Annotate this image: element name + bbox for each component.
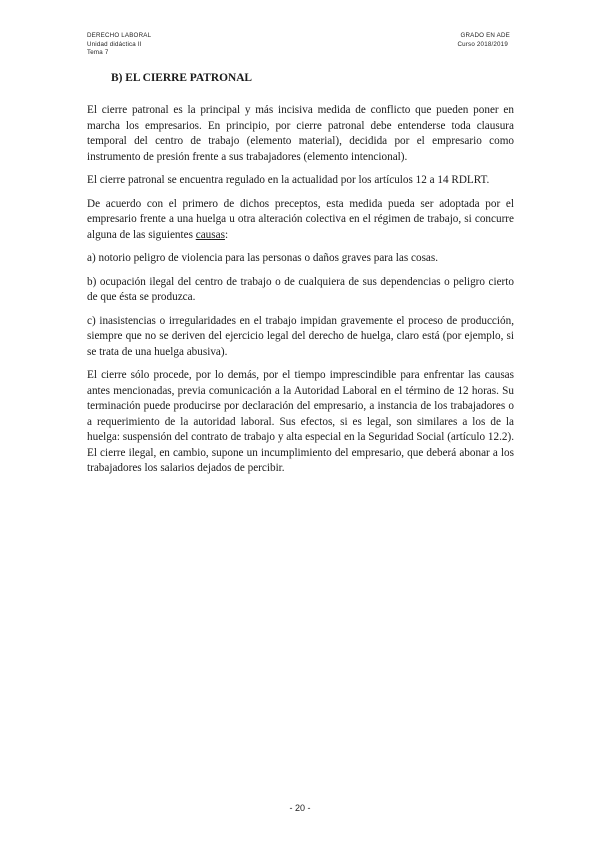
cause-item-c: c) inasistencias o irregularidades en el trabajo impidan gravemente el proceso de producción, siempre que no se deriven del ejercicio legal del derecho de huelga, claro está (por ejemplo, si se trata de una huelga abusiva). xyxy=(87,314,514,358)
paragraph-definition: El cierre patronal es la principal y más incisiva medida de conflicto que pueden poner en marcha los empresarios. En principio, por cierre patronal debe entenderse toda clausura temporal del centro de trabajo (elemento material), decidida por el empresario como instrumento de presión frente a sus trabajadores (elemento intencional). xyxy=(87,104,514,163)
causes-link[interactable]: causas xyxy=(195,228,225,241)
causes-intro-text: De acuerdo con el primero de dichos preceptos, esta medida pueda ser adoptada por el empresario frente a una huelga u otra alteración colectiva en el régimen de trabajo, si concurre alguna de las siguientes xyxy=(87,197,514,241)
header-degree: GRADO EN ADE xyxy=(460,32,510,39)
header-course: DERECHO LABORAL xyxy=(87,32,152,39)
header-left xyxy=(87,32,151,58)
header-topic: Tema 7 xyxy=(87,49,109,56)
header-year: Curso 2018/2019 xyxy=(457,40,508,48)
header-right xyxy=(457,32,510,49)
cause-item-a: a) notorio peligro de violencia para las personas o daños graves para las cosas. xyxy=(87,252,439,264)
cause-item-b: b) ocupación ilegal del centro de trabajo o de cualquiera de sus dependencias o peligro cierto de que ésta se produzca. xyxy=(87,275,514,303)
document-body xyxy=(87,71,514,477)
paragraph-regulation: El cierre patronal se encuentra regulado en la actualidad por los artículos 12 a 14 RDLRT. xyxy=(87,174,490,186)
paragraph-causes-intro xyxy=(87,197,514,244)
paragraph-effects: El cierre sólo procede, por lo demás, por el tiempo imprescindible para enfrentar las causas antes mencionadas, previa comunicación a la Autoridad Laboral en el término de 12 horas. Su terminación puede producirse por declaración del empresario, a instancia de los trabajadores o a requerimiento de la autoridad laboral. Sus efectos, si es legal, son similares a los de la huelga: suspensión del contrato de trabajo y alta especial en la Seguridad Social (artículo 12.2). El cierre ilegal, en cambio, supone un incumplimiento del empresario, que deberá abonar a los trabajadores los salarios dejados de percibir. xyxy=(87,369,514,474)
header-unit: Unidad didáctica II xyxy=(87,40,142,48)
causes-intro-colon: : xyxy=(224,228,229,241)
section-title: B) EL CIERRE PATRONAL xyxy=(111,72,253,84)
page-number: - 20 - xyxy=(289,803,311,813)
